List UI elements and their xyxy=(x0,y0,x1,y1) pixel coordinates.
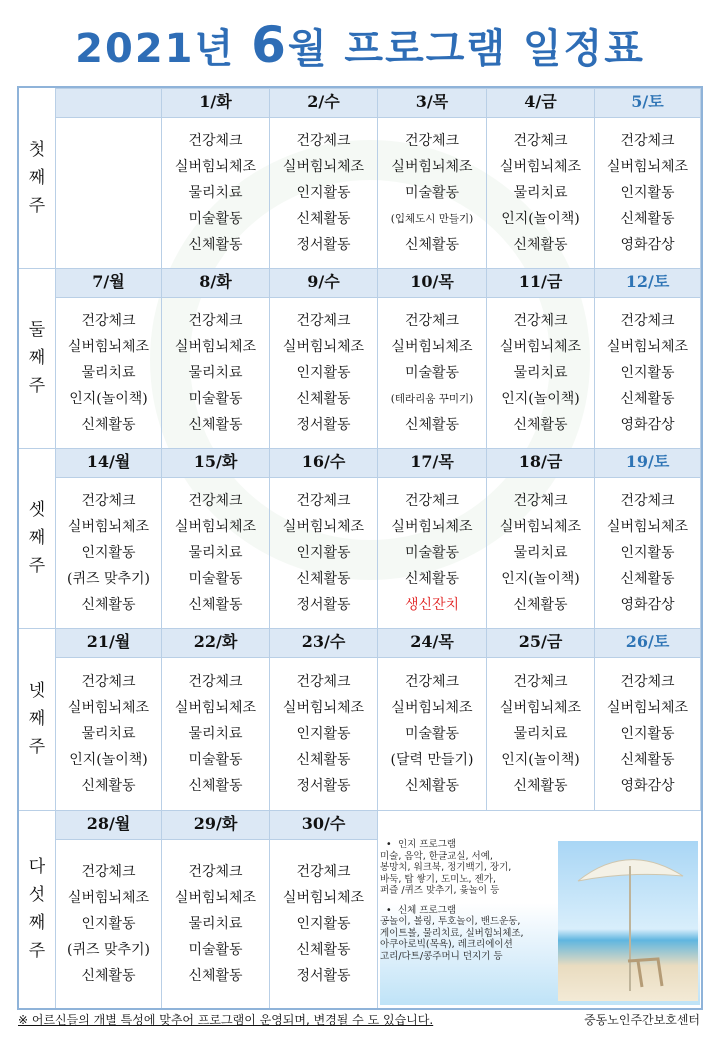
date-header: 17/목 xyxy=(378,448,487,478)
activity-item: 신체활동 xyxy=(296,752,351,768)
activity-item: 건강체크 xyxy=(513,313,568,329)
activity-item: 신체활동 xyxy=(404,778,460,794)
activity-item: (입체도시 만들기) xyxy=(390,213,474,225)
activity-item: 건강체크 xyxy=(296,864,351,880)
activity-item: 실버힘뇌체조 xyxy=(391,339,473,355)
activity-item: 실버힘뇌체조 xyxy=(282,159,365,175)
day-activities xyxy=(487,298,595,448)
activity-item: 실버힘뇌체조 xyxy=(499,519,582,535)
activity-item: 인지활동 xyxy=(296,185,351,201)
activity-item: 인지활동 xyxy=(81,545,136,561)
activity-item: 신체활동 xyxy=(81,597,136,613)
activity-item: 실버힘뇌체조 xyxy=(499,339,582,355)
activity-item: 신체활동 xyxy=(620,211,675,227)
center-name: 중동노인주간보호센터 xyxy=(584,1013,700,1027)
activity-item: 미술활동 xyxy=(404,545,460,561)
activity-item: 물리치료 xyxy=(513,726,568,742)
day-activities xyxy=(595,478,701,628)
day-activities xyxy=(378,298,487,448)
week-label xyxy=(19,448,56,628)
activity-item: 건강체크 xyxy=(620,133,675,149)
day-activities xyxy=(270,298,378,448)
activity-item: 신체활동 xyxy=(188,778,243,794)
page-title: 2021년 6월 프로그램 일정표 xyxy=(75,16,645,74)
date-header: 3/목 xyxy=(378,88,487,118)
activity-item: 실버힘뇌체조 xyxy=(282,890,365,906)
week-label-char: 째 xyxy=(28,709,46,729)
activity-item: 건강체크 xyxy=(513,133,568,149)
activity-item: 실버힘뇌체조 xyxy=(174,159,257,175)
day-activities xyxy=(378,118,487,268)
day-activities xyxy=(378,478,487,628)
date-header: 5/토 xyxy=(595,88,701,118)
date-header: 7/월 xyxy=(56,268,162,298)
activity-item: 미술활동 xyxy=(404,185,460,201)
date-header: 12/토 xyxy=(595,268,701,298)
activity-item: 신체활동 xyxy=(296,571,351,587)
activity-item: 건강체크 xyxy=(404,493,460,509)
activity-item: 물리치료 xyxy=(188,726,243,742)
date-header: 22/화 xyxy=(162,628,270,658)
activity-item: 실버힘뇌체조 xyxy=(606,700,689,716)
week-label-char: 주 xyxy=(28,737,46,757)
day-activities xyxy=(56,298,162,448)
day-activities xyxy=(487,478,595,628)
day-activities xyxy=(56,118,162,268)
activity-item: 정서활동 xyxy=(296,778,351,794)
activity-item: 미술활동 xyxy=(188,571,243,587)
week-label-char: 주 xyxy=(28,556,46,576)
week-label-char: 셋 xyxy=(28,500,46,520)
activity-item: 건강체크 xyxy=(81,313,136,329)
week-label-char: 섯 xyxy=(28,885,46,905)
activity-item: 실버힘뇌체조 xyxy=(174,519,257,535)
activity-item: 인지활동 xyxy=(296,365,351,381)
activity-item: 실버힘뇌체조 xyxy=(67,890,150,906)
activity-item: 신체활동 xyxy=(188,237,243,253)
day-activities xyxy=(56,840,162,1008)
day-activities xyxy=(487,658,595,810)
date-header: 8/화 xyxy=(162,268,270,298)
week-label-char: 주 xyxy=(28,941,46,961)
activity-item: 인지(놀이책) xyxy=(501,752,580,768)
date-header xyxy=(56,88,162,118)
activity-item: 건강체크 xyxy=(188,493,243,509)
activity-item: 인지(놀이책) xyxy=(501,571,580,587)
day-activities xyxy=(378,658,487,810)
activity-item: 건강체크 xyxy=(620,313,675,329)
activity-item: 생신잔치 xyxy=(404,597,460,613)
activity-item: 신체활동 xyxy=(404,417,460,433)
activity-item: 신체활동 xyxy=(188,597,243,613)
activity-item: 인지(놀이책) xyxy=(501,391,580,407)
date-header: 28/월 xyxy=(56,810,162,840)
activity-item: 건강체크 xyxy=(81,864,136,880)
activity-item: 영화감상 xyxy=(620,237,675,253)
activity-item: 신체활동 xyxy=(513,597,568,613)
activity-item: 실버힘뇌체조 xyxy=(282,700,365,716)
activity-item: 건강체크 xyxy=(296,493,351,509)
activity-item: 실버힘뇌체조 xyxy=(606,159,689,175)
activity-item: 물리치료 xyxy=(188,916,243,932)
activity-item: 인지(놀이책) xyxy=(501,211,580,227)
date-header: 9/수 xyxy=(270,268,378,298)
beach-umbrella-illustration xyxy=(558,841,698,1001)
activity-item: 건강체크 xyxy=(404,133,460,149)
week-label-char: 둘 xyxy=(28,320,46,340)
activity-item: 영화감상 xyxy=(620,597,675,613)
footer-note: ※ 어르신들의 개별 특성에 맞추어 프로그램이 운영되며, 변경될 수 도 있습니다. xyxy=(18,1013,434,1027)
activity-item: 물리치료 xyxy=(513,545,568,561)
activity-item: 건강체크 xyxy=(404,313,460,329)
activity-item: (퀴즈 맞추기) xyxy=(67,942,150,958)
day-activities xyxy=(595,298,701,448)
activity-item: 신체활동 xyxy=(620,571,675,587)
activity-item: 물리치료 xyxy=(188,365,243,381)
week-label-char: 주 xyxy=(28,376,46,396)
activity-item: 실버힘뇌체조 xyxy=(174,339,257,355)
activity-item: 물리치료 xyxy=(81,726,136,742)
activity-item: 건강체크 xyxy=(296,674,351,690)
activity-item: 미술활동 xyxy=(404,726,460,742)
activity-item: (퀴즈 맞추기) xyxy=(67,571,150,587)
activity-item: (테라리움 꾸미기) xyxy=(390,393,474,405)
activity-item: 신체활동 xyxy=(513,417,568,433)
cognitive-line: 미술, 음악, 한글교실, 서예, xyxy=(380,850,493,862)
day-activities xyxy=(162,298,270,448)
day-activities xyxy=(162,840,270,1008)
date-header: 4/금 xyxy=(487,88,595,118)
day-activities xyxy=(270,658,378,810)
day-activities xyxy=(162,478,270,628)
week-label-char: 첫 xyxy=(28,140,46,160)
week-label xyxy=(19,628,56,810)
activity-item: 실버힘뇌체조 xyxy=(606,519,689,535)
week-label xyxy=(19,88,56,268)
activity-item: 실버힘뇌체조 xyxy=(174,700,257,716)
activity-item: 건강체크 xyxy=(404,674,460,690)
program-notes: • 인지 프로그램 미술, 음악, 한글교실, 서예, 봉망치, 워크북, 정기백기, 장기, 바둑, 탑 쌓기, 도미노, 젠가, 퍼즐 /퀴즈 맞추기, 윷놀이 등 • 신체 프로그램 공놀이, 볼링, 투호놀이, 밴드운동, 게이트볼, 물리치료, 실버힘뇌체조, 아쿠아로빅(목욕), 레크리에이션 고리/다트/콩주머니 던지기 등 xyxy=(380,835,700,1005)
activity-item: 인지(놀이책) xyxy=(69,391,148,407)
activity-item: 신체활동 xyxy=(404,237,460,253)
activity-item: 물리치료 xyxy=(188,545,243,561)
activity-item: 인지활동 xyxy=(81,916,136,932)
week-label-char: 넷 xyxy=(28,681,46,701)
activity-item: 신체활동 xyxy=(296,391,351,407)
activity-item: 신체활동 xyxy=(620,391,675,407)
week-label xyxy=(19,810,56,1008)
activity-item: 실버힘뇌체조 xyxy=(391,700,473,716)
day-activities xyxy=(270,118,378,268)
day-activities xyxy=(56,478,162,628)
activity-item: 실버힘뇌체조 xyxy=(499,700,582,716)
date-header: 11/금 xyxy=(487,268,595,298)
date-header: 24/목 xyxy=(378,628,487,658)
week-label-char: 째 xyxy=(28,913,46,933)
activity-item: 신체활동 xyxy=(188,417,243,433)
date-header: 19/토 xyxy=(595,448,701,478)
activity-item: (달력 만들기) xyxy=(390,752,474,768)
activity-item: 정서활동 xyxy=(296,597,351,613)
day-activities xyxy=(56,658,162,810)
activity-item: 인지활동 xyxy=(296,545,351,561)
activity-item: 건강체크 xyxy=(81,674,136,690)
activity-item: 정서활동 xyxy=(296,237,351,253)
activity-item: 신체활동 xyxy=(404,571,460,587)
physical-line: 공놀이, 볼링, 투호놀이, 밴드운동, xyxy=(380,916,521,927)
activity-item: 정서활동 xyxy=(296,417,351,433)
activity-item: 신체활동 xyxy=(188,968,243,984)
date-header: 16/수 xyxy=(270,448,378,478)
activity-item: 실버힘뇌체조 xyxy=(499,159,582,175)
day-activities xyxy=(595,658,701,810)
activity-item: 실버힘뇌체조 xyxy=(606,339,689,355)
activity-item: 건강체크 xyxy=(620,674,675,690)
date-header: 1/화 xyxy=(162,88,270,118)
date-header: 23/수 xyxy=(270,628,378,658)
activity-item: 신체활동 xyxy=(81,778,136,794)
activity-item: 건강체크 xyxy=(513,493,568,509)
activity-item: 인지활동 xyxy=(620,365,675,381)
activity-item: 건강체크 xyxy=(296,133,351,149)
date-header: 15/화 xyxy=(162,448,270,478)
day-activities xyxy=(270,478,378,628)
day-activities xyxy=(487,118,595,268)
activity-item: 신체활동 xyxy=(81,417,136,433)
cognitive-line: 바둑, 탑 쌓기, 도미노, 젠가, xyxy=(380,873,496,885)
activity-item: 건강체크 xyxy=(296,313,351,329)
activity-item: 인지활동 xyxy=(620,726,675,742)
date-header: 14/월 xyxy=(56,448,162,478)
day-activities xyxy=(270,840,378,1008)
activity-item: 영화감상 xyxy=(620,778,675,794)
activity-item: 실버힘뇌체조 xyxy=(67,700,150,716)
week-label-char: 째 xyxy=(28,168,46,188)
activity-item: 실버힘뇌체조 xyxy=(282,339,365,355)
activity-item: 건강체크 xyxy=(81,493,136,509)
date-header: 25/금 xyxy=(487,628,595,658)
activity-item: 신체활동 xyxy=(296,211,351,227)
date-header: 10/목 xyxy=(378,268,487,298)
day-activities xyxy=(162,658,270,810)
activity-item: 인지활동 xyxy=(620,545,675,561)
activity-item: 신체활동 xyxy=(513,237,568,253)
week-label-char: 주 xyxy=(28,196,46,216)
physical-line: 게이트볼, 물리치료, 실버힘뇌체조, xyxy=(380,927,524,939)
activity-item: 인지활동 xyxy=(620,185,675,201)
activity-item: 건강체크 xyxy=(188,674,243,690)
activity-item: 미술활동 xyxy=(188,391,243,407)
activity-item: 인지활동 xyxy=(296,726,351,742)
activity-item: 물리치료 xyxy=(188,185,243,201)
date-header: 26/토 xyxy=(595,628,701,658)
week-label xyxy=(19,268,56,448)
physical-line: 아쿠아로빅(목욕), 레크리에이션 xyxy=(380,939,513,950)
activity-item: 정서활동 xyxy=(296,968,351,984)
activity-item: 인지(놀이책) xyxy=(69,752,148,768)
day-activities xyxy=(595,118,701,268)
activity-item: 실버힘뇌체조 xyxy=(67,519,150,535)
activity-item: 건강체크 xyxy=(188,133,243,149)
activity-item: 신체활동 xyxy=(620,752,675,768)
activity-item: 건강체크 xyxy=(620,493,675,509)
activity-item: 건강체크 xyxy=(188,864,243,880)
activity-item: 신체활동 xyxy=(513,778,568,794)
activity-item: 건강체크 xyxy=(513,674,568,690)
activity-item: 미술활동 xyxy=(188,752,243,768)
cognitive-program-title: 인지 프로그램 xyxy=(398,839,457,850)
activity-item: 물리치료 xyxy=(81,365,136,381)
physical-program-title: 신체 프로그램 xyxy=(398,904,457,916)
week-label-char: 째 xyxy=(28,528,46,548)
week-label-char: 다 xyxy=(28,857,46,877)
activity-item: 실버힘뇌체조 xyxy=(174,890,257,906)
day-activities xyxy=(162,118,270,268)
activity-item: 건강체크 xyxy=(188,313,243,329)
date-header: 21/월 xyxy=(56,628,162,658)
cognitive-line: 봉망치, 워크북, 정기백기, 장기, xyxy=(380,862,512,873)
activity-item: 실버힘뇌체조 xyxy=(282,519,365,535)
date-header: 2/수 xyxy=(270,88,378,118)
date-header: 30/수 xyxy=(270,810,378,840)
activity-item: 실버힘뇌체조 xyxy=(67,339,150,355)
activity-item: 영화감상 xyxy=(620,417,675,433)
cognitive-line: 퍼즐 /퀴즈 맞추기, 윷놀이 등 xyxy=(380,885,500,896)
activity-item: 신체활동 xyxy=(81,968,136,984)
activity-item: 신체활동 xyxy=(296,942,351,958)
activity-item: 실버힘뇌체조 xyxy=(391,519,473,535)
activity-item: 인지활동 xyxy=(296,916,351,932)
activity-item: 물리치료 xyxy=(513,365,568,381)
activity-item: 미술활동 xyxy=(404,365,460,381)
activity-item: 물리치료 xyxy=(513,185,568,201)
date-header: 29/화 xyxy=(162,810,270,840)
date-header: 18/금 xyxy=(487,448,595,478)
physical-line: 고리/다트/콩주머니 던지기 등 xyxy=(380,950,503,962)
activity-item: 미술활동 xyxy=(188,211,243,227)
activity-item: 미술활동 xyxy=(188,942,243,958)
activity-item: 실버힘뇌체조 xyxy=(391,159,473,175)
week-label-char: 째 xyxy=(28,348,46,368)
